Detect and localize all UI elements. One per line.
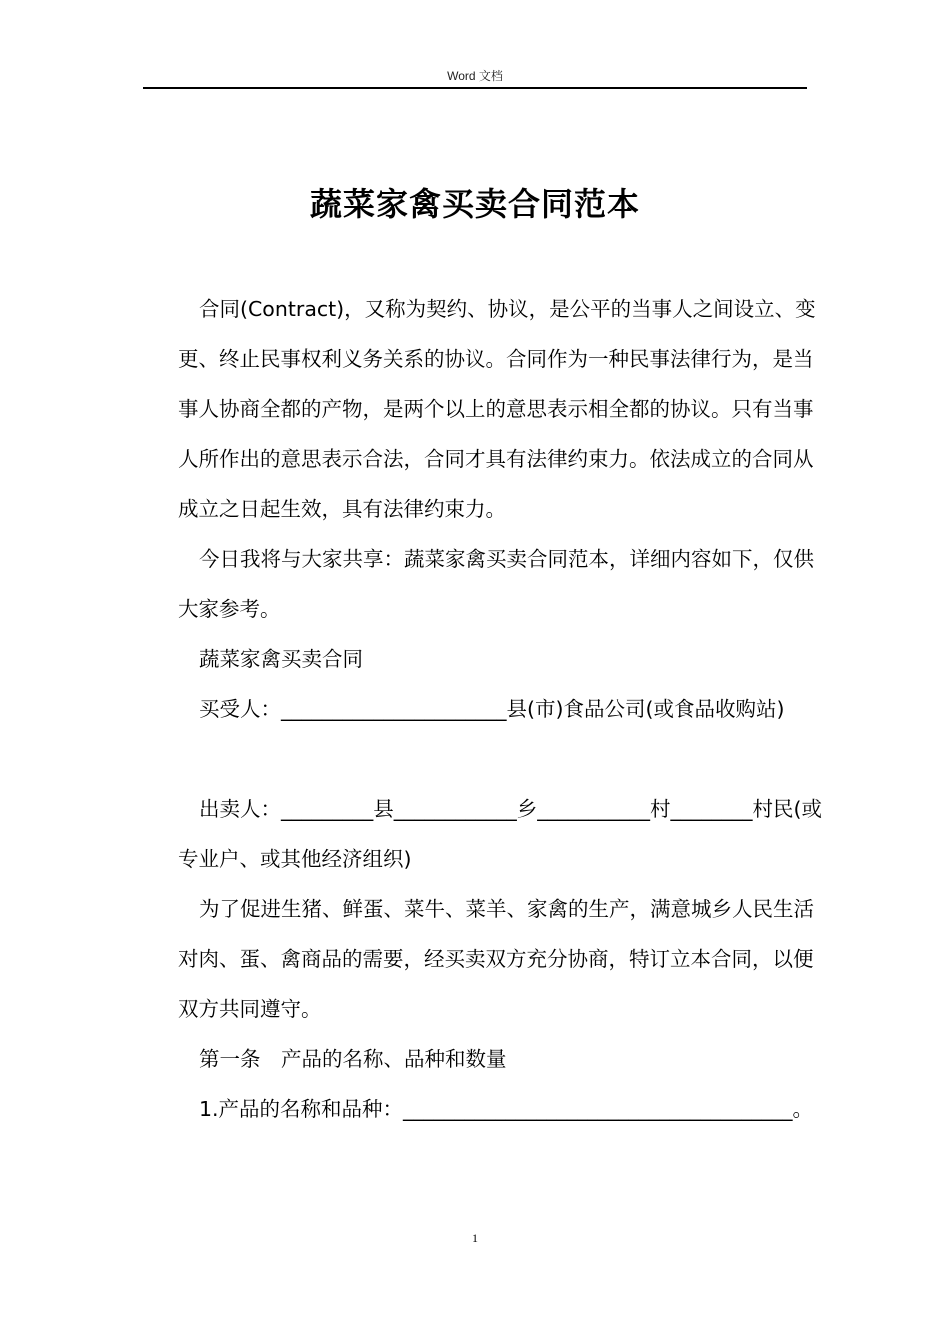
paragraph-product-name: 1.产品的名称和品种：______________________________________。: [199, 1097, 814, 1121]
document-body: [178, 284, 828, 1134]
paragraph-contract-name: 蔬菜家禽买卖合同: [199, 647, 363, 671]
document-title: 蔬菜家禽买卖合同范本: [309, 185, 640, 224]
page-header-text: Word 文档: [447, 69, 503, 83]
paragraph-intro: 合同(Contract)，又称为契约、协议，是公平的当事人之间设立、变更、终止民事权利义务关系的协议。合同作为一种民事法律行为，是当事人协商全都的产物，是两个以上的意思表示相全都的协议。只有当事人所作出的意思表示合法，合同才具有法律约束力。依法成立的合同从成立之日起生效，具有法律约束力。: [178, 297, 816, 521]
paragraph-seller: 出卖人：_________县____________乡___________村________村民(或专业户、或其他经济组织): [178, 797, 822, 871]
paragraph-share: 今日我将与大家共享：蔬菜家禽买卖合同范本，详细内容如下，仅供大家参考。: [178, 547, 814, 621]
paragraph-article-one: 第一条 产品的名称、品种和数量: [199, 1047, 507, 1071]
page-number: 1: [472, 1231, 478, 1245]
paragraph-purpose: 为了促进生猪、鲜蛋、菜牛、菜羊、家禽的生产，满意城乡人民生活对肉、蛋、禽商品的需要，经买卖双方充分协商，特订立本合同，以便双方共同遵守。: [178, 897, 814, 1021]
header-divider: [143, 87, 807, 89]
paragraph-buyer: 买受人：______________________县(市)食品公司(或食品收购站): [199, 697, 785, 721]
